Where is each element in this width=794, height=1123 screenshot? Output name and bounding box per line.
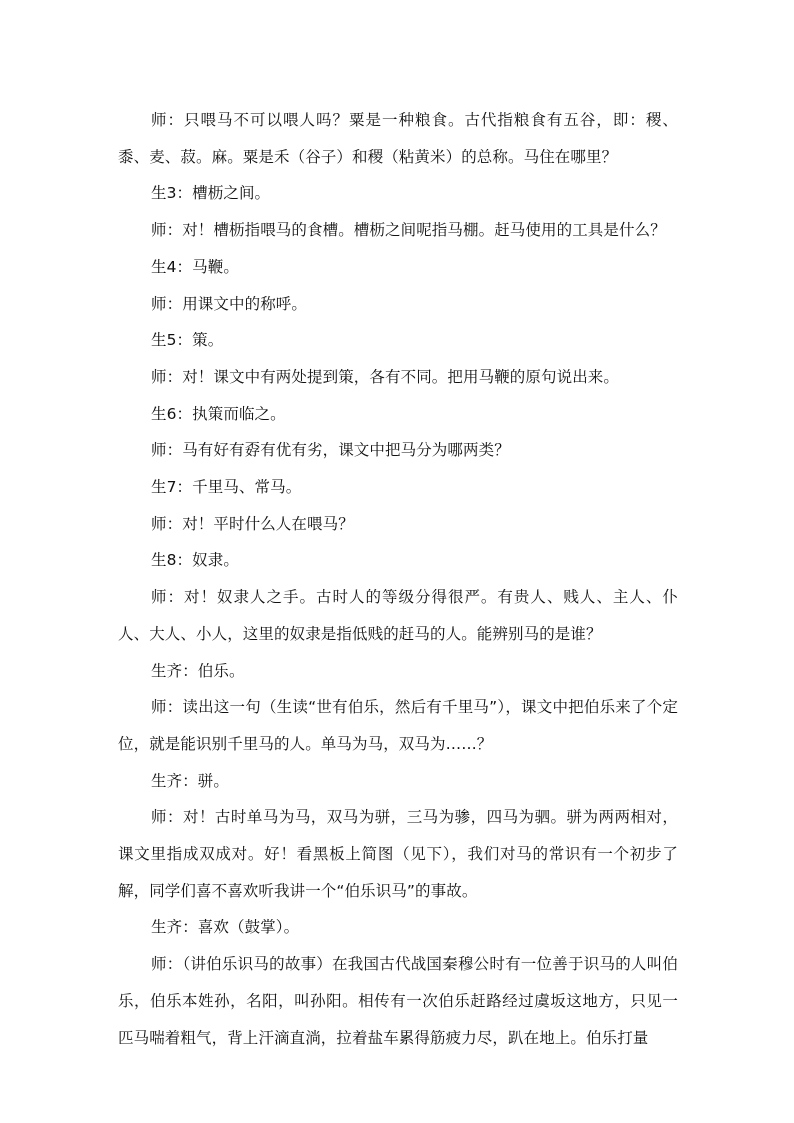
paragraph: 生5：策。 bbox=[151, 331, 224, 350]
paragraph: 生4：马鞭。 bbox=[151, 257, 239, 276]
paragraph: 师：对！槽枥指喂马的食槽。槽枥之间呢指马棚。赶马使用的工具是什么？ bbox=[151, 221, 666, 240]
paragraph: 生齐：喜欢（鼓掌）。 bbox=[151, 918, 300, 937]
paragraph: 师：对！课文中有两处提到策，各有不同。把用马鞭的原句说出来。 bbox=[151, 367, 620, 386]
paragraph: 生7：千里马、常马。 bbox=[151, 478, 302, 497]
paragraph: 师：对！古时单马为马，双马为骈，三马为骖，四马为驷。骈为两两相对，课文里指成双成对。好！看黑板上简图（见下），我们对马的常识有一个初步了解，同学们喜不喜欢听我讲一个“伯乐识马”的事故。 bbox=[118, 808, 678, 900]
paragraph: 师：对！奴隶人之手。古时人的等级分得很严。有贵人、贱人、主人、仆人、大人、小人，这里的奴隶是指低贱的赶马的人。能辨别马的是谁？ bbox=[118, 588, 678, 643]
paragraph: 生齐：骈。 bbox=[151, 771, 230, 790]
paragraph: 师：（讲伯乐识马的故事）在我国古代战国秦穆公时有一位善于识马的人叫伯乐，伯乐本姓孙，名阳，叫孙阳。相传有一次伯乐赶路经过虞坂这地方，只见一匹马喘着粗气，背上汗滴直淌，拉着盐车累得筋疲力尽，趴在地上。伯乐打量 bbox=[118, 955, 678, 1047]
paragraph: 生8：奴隶。 bbox=[151, 551, 239, 570]
paragraph: 生6：执策而临之。 bbox=[151, 404, 286, 423]
paragraph: 生3：槽枥之间。 bbox=[151, 184, 271, 203]
paragraph: 师：用课文中的称呼。 bbox=[151, 294, 308, 313]
paragraph: 生齐：伯乐。 bbox=[151, 661, 245, 680]
paragraph: 师：读出这一句（生读“世有伯乐，然后有千里马”），课文中把伯乐来了个定位，就是能识别千里马的人。单马为马，双马为……？ bbox=[118, 698, 678, 753]
paragraph: 师：对！平时什么人在喂马？ bbox=[151, 514, 354, 533]
document-body bbox=[118, 102, 678, 1056]
paragraph: 师：马有好有孬有优有劣，课文中把马分为哪两类？ bbox=[151, 441, 510, 460]
paragraph: 师：只喂马不可以喂人吗？粟是一种粮食。古代指粮食有五谷，即：稷、黍、麦、菽。麻。粟是禾（谷子）和稷（粘黄米）的总称。马住在哪里？ bbox=[118, 111, 678, 166]
